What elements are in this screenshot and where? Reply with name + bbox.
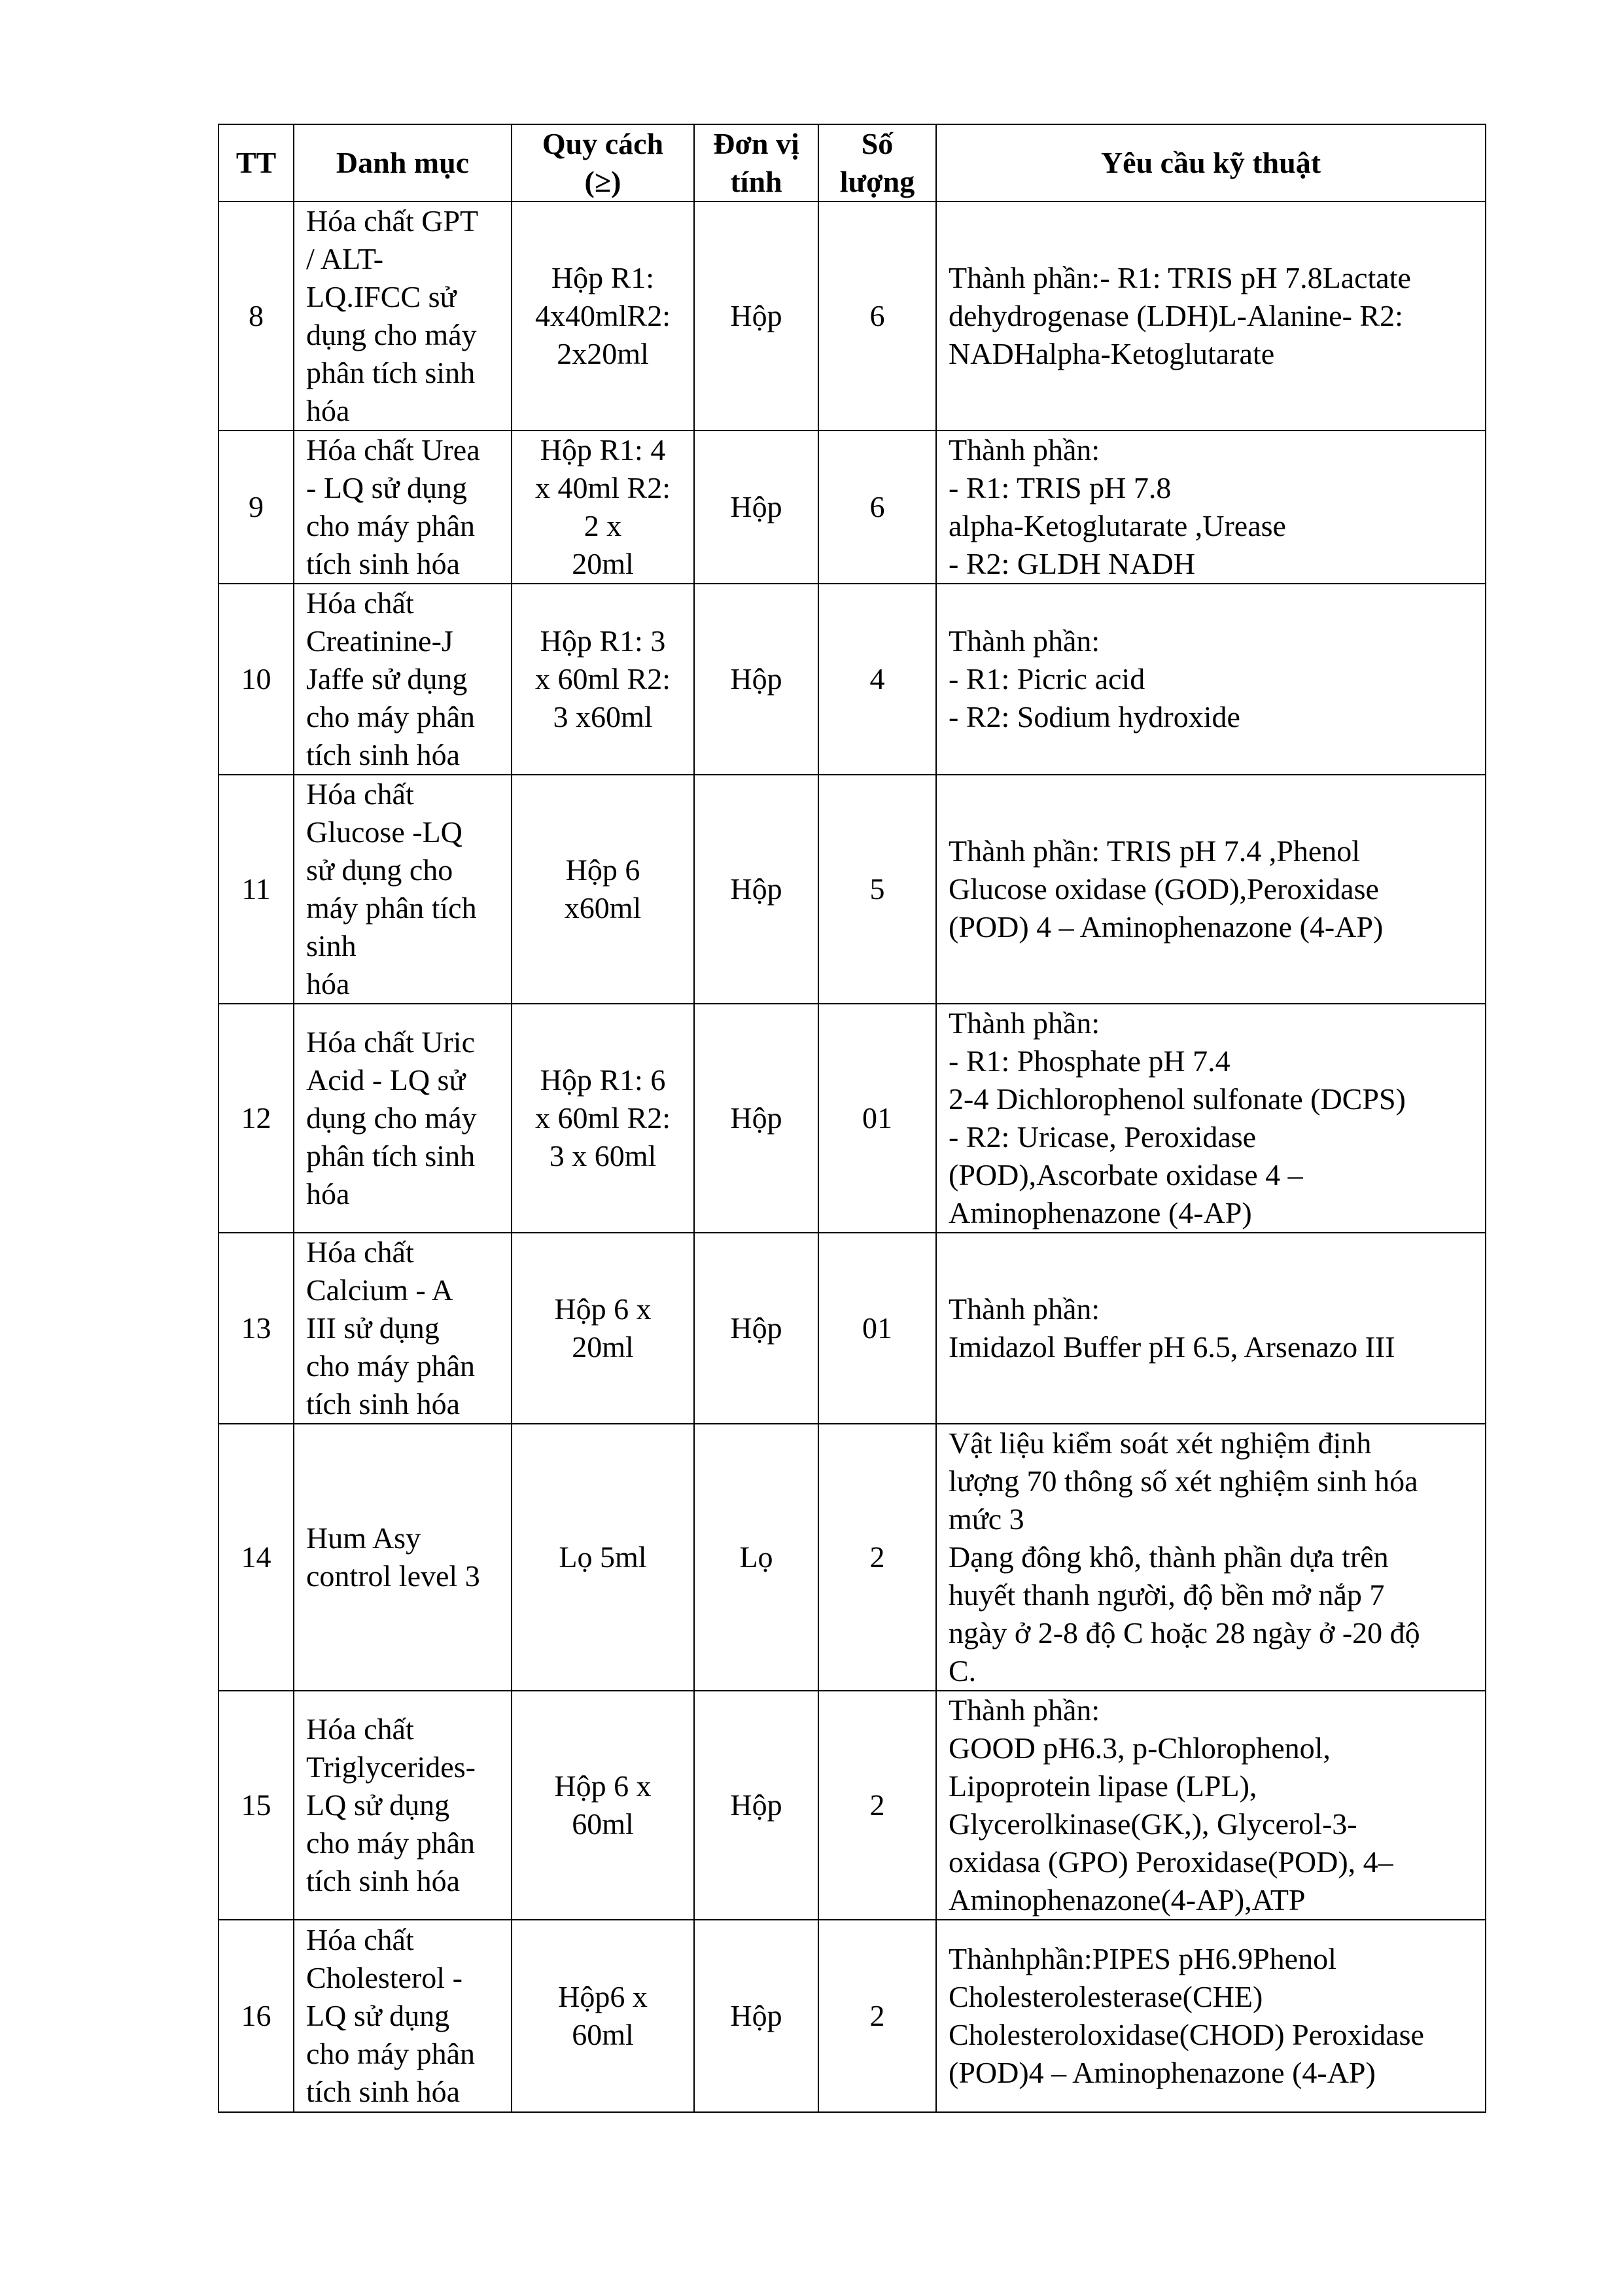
cell-tt: 14	[218, 1424, 294, 1691]
specification-table	[218, 124, 1486, 2113]
cell-name: Hóa chất Glucose -LQ sử dụng cho máy phân tích sinh hóa	[294, 775, 512, 1004]
table-row	[218, 1691, 1486, 1920]
cell-requirements: Thành phần: TRIS pH 7.4 ,Phenol Glucose oxidase (GOD),Peroxidase (POD) 4 – Aminophenazone (4-AP)	[936, 775, 1486, 1004]
cell-unit: Hộp	[694, 1004, 818, 1233]
cell-requirements: Thành phần: - R1: Phosphate pH 7.4 2-4 Dichlorophenol sulfonate (DCPS) - R2: Uricase, Peroxidase (POD),Ascorbate oxidase 4 – Aminophenazone (4-AP)	[936, 1004, 1486, 1233]
cell-name: Hóa chất Uric Acid - LQ sử dụng cho máy phân tích sinh hóa	[294, 1004, 512, 1233]
cell-spec: Hộp R1: 4x40mlR2: 2x20ml	[512, 202, 694, 431]
cell-tt: 9	[218, 431, 294, 584]
cell-unit: Hộp	[694, 1920, 818, 2112]
cell-qty: 5	[818, 775, 936, 1004]
cell-requirements: Thành phần: - R1: Picric acid - R2: Sodium hydroxide	[936, 584, 1486, 775]
table-row	[218, 1920, 1486, 2112]
cell-spec: Hộp 6 x60ml	[512, 775, 694, 1004]
cell-unit: Hộp	[694, 775, 818, 1004]
table-row	[218, 1233, 1486, 1424]
header-so-luong: Số lượng	[818, 124, 936, 202]
cell-unit: Hộp	[694, 202, 818, 431]
cell-name: Hóa chất Urea - LQ sử dụng cho máy phân tích sinh hóa	[294, 431, 512, 584]
cell-tt: 15	[218, 1691, 294, 1920]
cell-spec: Hộp R1: 6 x 60ml R2: 3 x 60ml	[512, 1004, 694, 1233]
cell-name: Hóa chất GPT / ALT- LQ.IFCC sử dụng cho máy phân tích sinh hóa	[294, 202, 512, 431]
cell-name: Hóa chất Cholesterol - LQ sử dụng cho máy phân tích sinh hóa	[294, 1920, 512, 2112]
cell-spec: Hộp R1: 3 x 60ml R2: 3 x60ml	[512, 584, 694, 775]
cell-name: Hóa chất Calcium - A III sử dụng cho máy phân tích sinh hóa	[294, 1233, 512, 1424]
cell-spec: Hộp 6 x 20ml	[512, 1233, 694, 1424]
cell-tt: 8	[218, 202, 294, 431]
cell-unit: Hộp	[694, 1233, 818, 1424]
cell-requirements: Thành phần: GOOD pH6.3, p-Chlorophenol, Lipoprotein lipase (LPL), Glycerolkinase(GK,), Glycerol-3- oxidasa (GPO) Peroxidase(POD), 4– Aminophenazone(4-AP),ATP	[936, 1691, 1486, 1920]
table-header-row	[218, 124, 1486, 202]
cell-tt: 12	[218, 1004, 294, 1233]
cell-spec: Hộp R1: 4 x 40ml R2: 2 x 20ml	[512, 431, 694, 584]
cell-spec: Lọ 5ml	[512, 1424, 694, 1691]
cell-qty: 6	[818, 202, 936, 431]
cell-tt: 16	[218, 1920, 294, 2112]
table-row	[218, 584, 1486, 775]
cell-requirements: Thành phần: - R1: TRIS pH 7.8 alpha-Ketoglutarate ,Urease - R2: GLDH NADH	[936, 431, 1486, 584]
cell-requirements: Thành phần:- R1: TRIS pH 7.8Lactate dehydrogenase (LDH)L-Alanine- R2: NADHalpha-Ketoglutarate	[936, 202, 1486, 431]
cell-unit: Hộp	[694, 584, 818, 775]
cell-name: Hóa chất Creatinine-J Jaffe sử dụng cho máy phân tích sinh hóa	[294, 584, 512, 775]
cell-qty: 4	[818, 584, 936, 775]
table-row	[218, 1424, 1486, 1691]
table-row	[218, 202, 1486, 431]
cell-qty: 2	[818, 1691, 936, 1920]
cell-name: Hóa chất Triglycerides- LQ sử dụng cho máy phân tích sinh hóa	[294, 1691, 512, 1920]
header-quy-cach: Quy cách (≥)	[512, 124, 694, 202]
cell-requirements: Thànhphần:PIPES pH6.9Phenol Cholesterolesterase(CHE) Cholesteroloxidase(CHOD) Peroxidase (POD)4 – Aminophenazone (4-AP)	[936, 1920, 1486, 2112]
cell-name: Hum Asy control level 3	[294, 1424, 512, 1691]
cell-tt: 13	[218, 1233, 294, 1424]
table-row	[218, 775, 1486, 1004]
cell-unit: Lọ	[694, 1424, 818, 1691]
cell-spec: Hộp 6 x 60ml	[512, 1691, 694, 1920]
cell-tt: 10	[218, 584, 294, 775]
cell-qty: 2	[818, 1424, 936, 1691]
cell-requirements: Vật liệu kiểm soát xét nghiệm định lượng 70 thông số xét nghiệm sinh hóa mức 3 Dạng đông khô, thành phần dựa trên huyết thanh người, độ bền mở nắp 7 ngày ở 2-8 độ C hoặc 28 ngày ở -20 độ C.	[936, 1424, 1486, 1691]
cell-unit: Hộp	[694, 431, 818, 584]
table-row	[218, 1004, 1486, 1233]
cell-qty: 6	[818, 431, 936, 584]
header-tt: TT	[218, 124, 294, 202]
header-danh-muc: Danh mục	[294, 124, 512, 202]
header-don-vi: Đơn vị tính	[694, 124, 818, 202]
cell-qty: 01	[818, 1004, 936, 1233]
cell-unit: Hộp	[694, 1691, 818, 1920]
cell-requirements: Thành phần: Imidazol Buffer pH 6.5, Arsenazo III	[936, 1233, 1486, 1424]
table-row	[218, 431, 1486, 584]
cell-spec: Hộp6 x 60ml	[512, 1920, 694, 2112]
cell-qty: 2	[818, 1920, 936, 2112]
cell-qty: 01	[818, 1233, 936, 1424]
header-yeu-cau: Yêu cầu kỹ thuật	[936, 124, 1486, 202]
cell-tt: 11	[218, 775, 294, 1004]
